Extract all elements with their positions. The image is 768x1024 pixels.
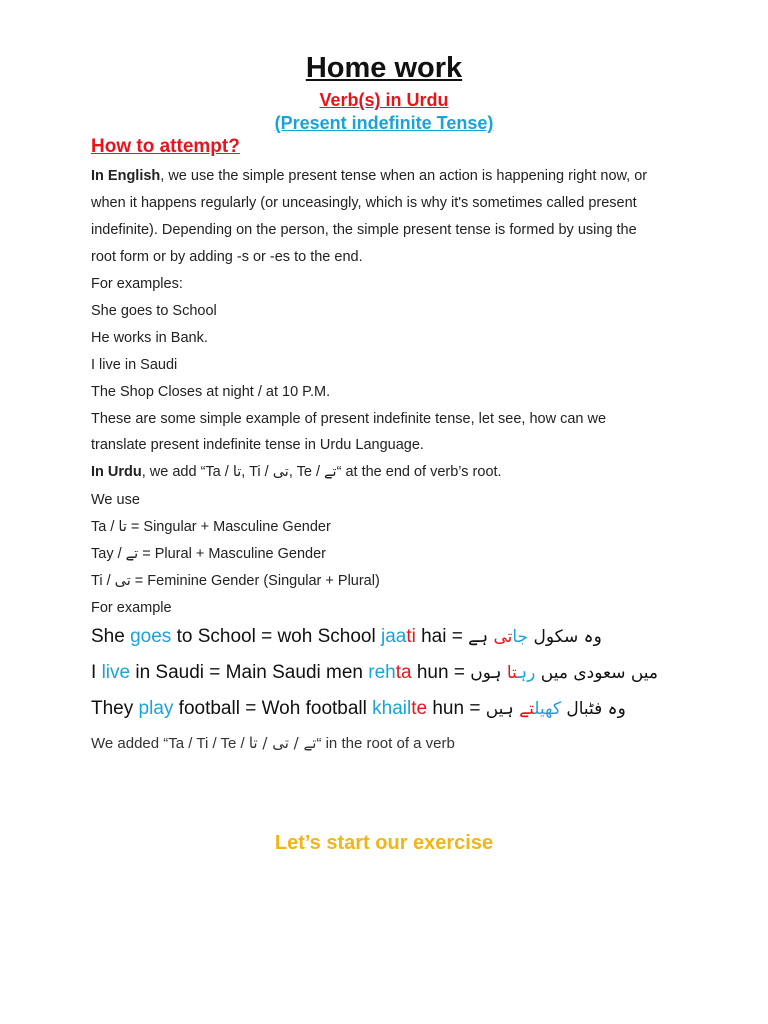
example-sentence: She goes to School: [91, 303, 217, 319]
page-subtitle: Verb(s) in Urdu: [319, 90, 449, 110]
for-example-label: For example: [91, 600, 172, 616]
for-examples-label: For examples:: [91, 276, 183, 292]
urdu-root: جا: [512, 627, 529, 647]
english-verb: goes: [130, 626, 172, 647]
roman-urdu-suffix: ta: [395, 662, 412, 683]
urdu-suffix-ti: تی: [272, 464, 289, 480]
urdu-suffix: تی: [493, 627, 513, 647]
rule-urdu-suffix: تی: [114, 573, 131, 589]
english-verb: play: [138, 698, 174, 719]
rule-row: [91, 519, 331, 535]
big-example-row: [91, 698, 626, 720]
roman-urdu-root: khail: [372, 698, 412, 719]
urdu-text: ہوں: [470, 663, 507, 683]
intro-label: In English: [91, 168, 161, 184]
rule-meaning: = Singular + Masculine Gender: [126, 519, 331, 535]
roman-urdu-suffix: te: [411, 698, 428, 719]
note-text: We added “Ta / Ti / Te /: [91, 735, 249, 752]
roman-urdu-root: reh: [368, 662, 396, 683]
example-text: in Saudi = Main Saudi men: [130, 662, 369, 683]
rule-urdu-suffix: تے: [125, 546, 139, 562]
explanation-line-1: These are some simple example of present indefinite tense, let see, how can we: [91, 411, 607, 427]
urdu-suffix: تا: [506, 663, 518, 683]
urdu-root: رہ: [517, 663, 536, 683]
rule-row: [91, 573, 380, 589]
example-sentence: He works in Bank.: [91, 330, 208, 346]
roman-urdu-root: jaa: [380, 626, 407, 647]
example-text: She: [91, 626, 131, 647]
example-text: hun =: [427, 698, 486, 719]
example-text: I: [91, 662, 102, 683]
exercise-heading: Let’s start our exercise: [274, 832, 494, 854]
urdu-rule-text: , Ti /: [241, 464, 273, 480]
rule-urdu-suffix: تا: [118, 519, 127, 535]
urdu-suffix: تے: [519, 699, 535, 719]
section-heading: How to attempt?: [91, 136, 240, 157]
example-text: They: [91, 698, 139, 719]
big-example-row: [91, 662, 658, 684]
urdu-sentence: [486, 698, 626, 719]
rule-prefix: Tay /: [91, 546, 126, 562]
urdu-text: میں سعودی میں: [535, 663, 659, 683]
urdu-sentence: [468, 626, 602, 647]
english-verb: live: [101, 662, 131, 683]
page-title: Home work: [305, 52, 463, 84]
page-subtitle-tense: (Present indefinite Tense): [274, 113, 494, 133]
urdu-root: کھیل: [534, 699, 561, 719]
intro-line-4: root form or by adding -s or -es to the end.: [91, 249, 363, 265]
intro-line-2: when it happens regularly (or unceasingly, which is why it's sometimes called present: [91, 195, 637, 211]
intro-line-1-text: , we use the simple present tense when an action is happening right now, or: [160, 168, 648, 184]
urdu-text: ہیں: [485, 699, 520, 719]
example-text: hai =: [415, 626, 469, 647]
we-use-label: We use: [91, 492, 140, 508]
roman-urdu-suffix: ti: [406, 626, 416, 647]
explanation-line-2: translate present indefinite tense in Urdu Language.: [91, 437, 424, 453]
urdu-suffix-te: تے: [324, 464, 337, 480]
example-text: hun =: [411, 662, 471, 683]
intro-line-3: indefinite). Depending on the person, the simple present tense is formed by using the: [91, 222, 637, 238]
big-example-row: [91, 626, 602, 648]
rule-meaning: = Plural + Masculine Gender: [138, 546, 326, 562]
example-text: football = Woh football: [173, 698, 373, 719]
note-urdu-suffixes: تے / تی / تا: [248, 734, 317, 752]
note-text: “ in the root of a verb: [316, 735, 455, 752]
urdu-text: وہ سکول: [528, 627, 602, 647]
rule-prefix: Ta /: [91, 519, 119, 535]
urdu-label: In Urdu: [91, 464, 142, 480]
example-sentence: I live in Saudi: [91, 357, 178, 373]
rule-row: [91, 546, 326, 562]
urdu-rule-text: “ at the end of verb’s root.: [336, 464, 502, 480]
urdu-rule-text: , we add “Ta /: [141, 464, 233, 480]
rule-prefix: Ti /: [91, 573, 115, 589]
urdu-text: وہ فٹبال: [560, 699, 626, 719]
urdu-suffix-ta: تا: [232, 464, 242, 480]
urdu-rule-text: , Te /: [288, 464, 325, 480]
urdu-rule-line: [91, 464, 502, 480]
intro-line-1: [91, 168, 647, 184]
urdu-sentence: [470, 662, 658, 683]
added-suffix-note: [91, 734, 455, 752]
example-sentence: The Shop Closes at night / at 10 P.M.: [91, 384, 331, 400]
urdu-text: ہے: [468, 627, 494, 647]
example-text: to School = woh School: [171, 626, 381, 647]
rule-meaning: = Feminine Gender (Singular + Plural): [130, 573, 380, 589]
